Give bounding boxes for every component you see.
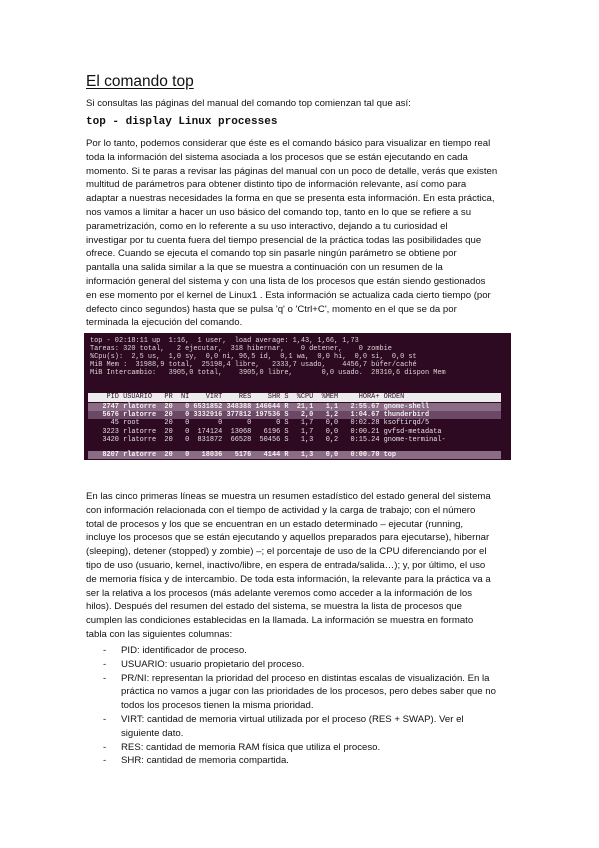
list-item-text: VIRT: cantidad de memoria virtual utilizada por el proceso (RES + SWAP). Ver el — [121, 713, 464, 725]
bullet-dash: - — [103, 755, 107, 767]
paragraph-line: ofrece. Cuando se ejecuta el comando top sin pasarle ningún parámetro se obtiene por — [86, 248, 457, 260]
paragraph-line: (sleeping), detener (stopped) y zombie) –; el porcentaje de uso de la CPU diferenciando por el — [86, 546, 487, 558]
list-item-text: práctica no vamos a jugar con las prioridades de los procesos, pero debes saber que no — [121, 686, 496, 698]
terminal-screenshot — [84, 333, 511, 460]
paragraph-line: pantalla una salida similar a la que se muestra a continuación con un resumen de la — [86, 262, 443, 274]
paragraph-line: cumplen las condiciones establecidas en la llamada. La información se muestra en formato — [86, 615, 474, 627]
paragraph-line: toda la información del sistema asociada a los procesos que se están ejecutando en cada — [86, 151, 468, 163]
paragraph-1 — [86, 137, 516, 330]
paragraph-line: multitud de parámetros para obtener distinto tipo de información relevante, así como para — [86, 179, 467, 191]
paragraph-line: ser la relativa a los procesos (más adelante veremos como acceder a la información de los — [86, 587, 473, 599]
terminal-column-header: PID USUARIO PR NI VIRT RES SHR S %CPU %MEM HORA+ ORDEN — [88, 393, 501, 402]
list-item-text: siguiente dato. — [121, 727, 184, 739]
list-item — [103, 713, 523, 741]
bullet-dash: - — [103, 645, 107, 656]
bullet-dash: - — [103, 741, 107, 753]
list-item-text: SHR: cantidad de memoria compartida. — [121, 755, 289, 767]
terminal-summary-line: %Cpu(s): 2,5 us, 1,0 sy, 0,0 ni, 96,5 id, 0,1 wa, 0,0 hi, 0,0 si, 0,0 st — [90, 353, 417, 361]
columns-list — [103, 644, 523, 768]
paragraph-line: defecto cinco segundos) hasta que se pulsa 'q' o 'Ctrl+C', momento en el que se da por — [86, 303, 457, 315]
process-row: 45 root 20 0 0 0 0 S 1,7 0,0 0:02.28 ksoftirqd/5 — [90, 419, 430, 427]
paragraph-line: terminada la ejecución del comando. — [86, 317, 243, 329]
process-row: 8207 rlatorre 20 0 18036 5176 4144 R 1,3 0,0 0:00.70 top — [90, 451, 396, 459]
terminal-summary-line: MiB Mem : 31988,9 total, 25198,4 libre, 2333,7 usado, 4456,7 búfer/caché — [90, 361, 417, 369]
paragraph-2 — [86, 490, 516, 642]
process-row: 5676 rlatorre 20 0 3332916 377812 197536 S 2,0 1,2 1:04.67 thunderbird — [90, 411, 430, 419]
paragraph-line: con información relacionada con el tiempo de actividad y la carga de trabajo; con el número — [86, 504, 476, 516]
bullet-dash: - — [103, 658, 107, 670]
paragraph-line: investigar por tu cuenta fuera del tiempo presencial de la práctica todas las posibilidades que — [86, 234, 482, 246]
manual-heading: top - display Linux processes — [86, 116, 278, 128]
list-item-text: PR/NI: representan la prioridad del proceso en distintas escalas de visualización. En la — [121, 672, 490, 684]
intro-text: Si consultas las páginas del manual del comando top comienzan tal que así: — [86, 98, 411, 109]
list-item — [103, 754, 523, 768]
list-item-text: RES: cantidad de memoria RAM física que utiliza el proceso. — [121, 741, 381, 753]
bullet-dash: - — [103, 672, 107, 684]
list-item — [103, 672, 523, 713]
paragraph-line: tabla con las siguientes columnas: — [86, 628, 233, 640]
list-item-text: PID: identificador de proceso. — [121, 645, 247, 656]
paragraph-line: total de procesos y los que se encuentran en un estado determinado – ejecutar (running, — [86, 518, 464, 530]
paragraph-line: Por lo tanto, podemos considerar que éste es el comando básico para visualizar en tiempo real — [86, 138, 491, 149]
paragraph-line: nos vamos a limitar a hacer un uso básico del comando top, tanto en lo que se refiere a su — [86, 206, 472, 218]
paragraph-line: información general del sistema y con una lista de los procesos que están siendo gestionados — [86, 275, 486, 287]
paragraph-line: hilos). Después del resumen del estado del sistema, se muestra la lista de procesos que — [86, 601, 462, 613]
paragraph-line: incluye los procesos que se están ejecutando y aquellos preparados para ejecutarse), hibernar — [86, 532, 490, 544]
process-row: 3223 rlatorre 20 0 174124 13068 6196 S 1,7 0,0 0:00.21 gvfsd-metadata — [90, 428, 442, 436]
list-item-text: todos los procesos tienen la misma prioridad. — [121, 700, 314, 712]
paragraph-line: en ese momento por el kernel de Linux1 . Esta información se actualiza cada cierto tiempo (por — [86, 289, 491, 301]
terminal-summary-line: MiB Intercambio: 3905,0 total, 3905,0 libre, 0,0 usado. 28310,6 dispon Mem — [90, 369, 446, 377]
process-row: 2747 rlatorre 20 0 6531852 348388 146644 R 21,1 1,1 2:55.67 gnome-shell — [90, 403, 430, 411]
page-title: El comando top — [86, 73, 194, 90]
paragraph-line: de memoria física y de intercambio. De toda esta información, la relevante para la práctica va a — [86, 573, 491, 585]
paragraph-line: tipo de uso (usuario, kernel, inactivo/libre, en espera de entrada/salida…); y, por último, el uso — [86, 559, 486, 571]
paragraph-line: momento. Si te paras a revisar las páginas del manual con un poco de detalle, verás que existen — [86, 165, 498, 177]
list-item-text: USUARIO: usuario propietario del proceso. — [121, 658, 305, 670]
paragraph-line: adaptar a nuestras necesidades la forma en que se presenta esta información. En esta práctica, — [86, 193, 495, 205]
list-item — [103, 741, 523, 755]
process-row: 3420 rlatorre 20 0 831872 66528 50456 S 1,3 0,2 0:15.24 gnome-terminal- — [90, 436, 446, 444]
paragraph-line: parametrización, como en lo referente a su uso interactivo, dejando a tu curiosidad el — [86, 220, 448, 232]
terminal-summary-line: Tareas: 320 total, 2 ejecutar, 318 hibernar, 0 detener, 0 zombie — [90, 345, 392, 353]
terminal-summary-line: top - 02:18:11 up 1:16, 1 user, load average: 1,43, 1,66, 1,73 — [90, 337, 359, 345]
bullet-dash: - — [103, 713, 107, 725]
paragraph-line: En las cinco primeras líneas se muestra un resumen estadístico del estado general del sistema — [86, 491, 491, 502]
list-item — [103, 658, 523, 672]
list-item — [103, 644, 523, 658]
